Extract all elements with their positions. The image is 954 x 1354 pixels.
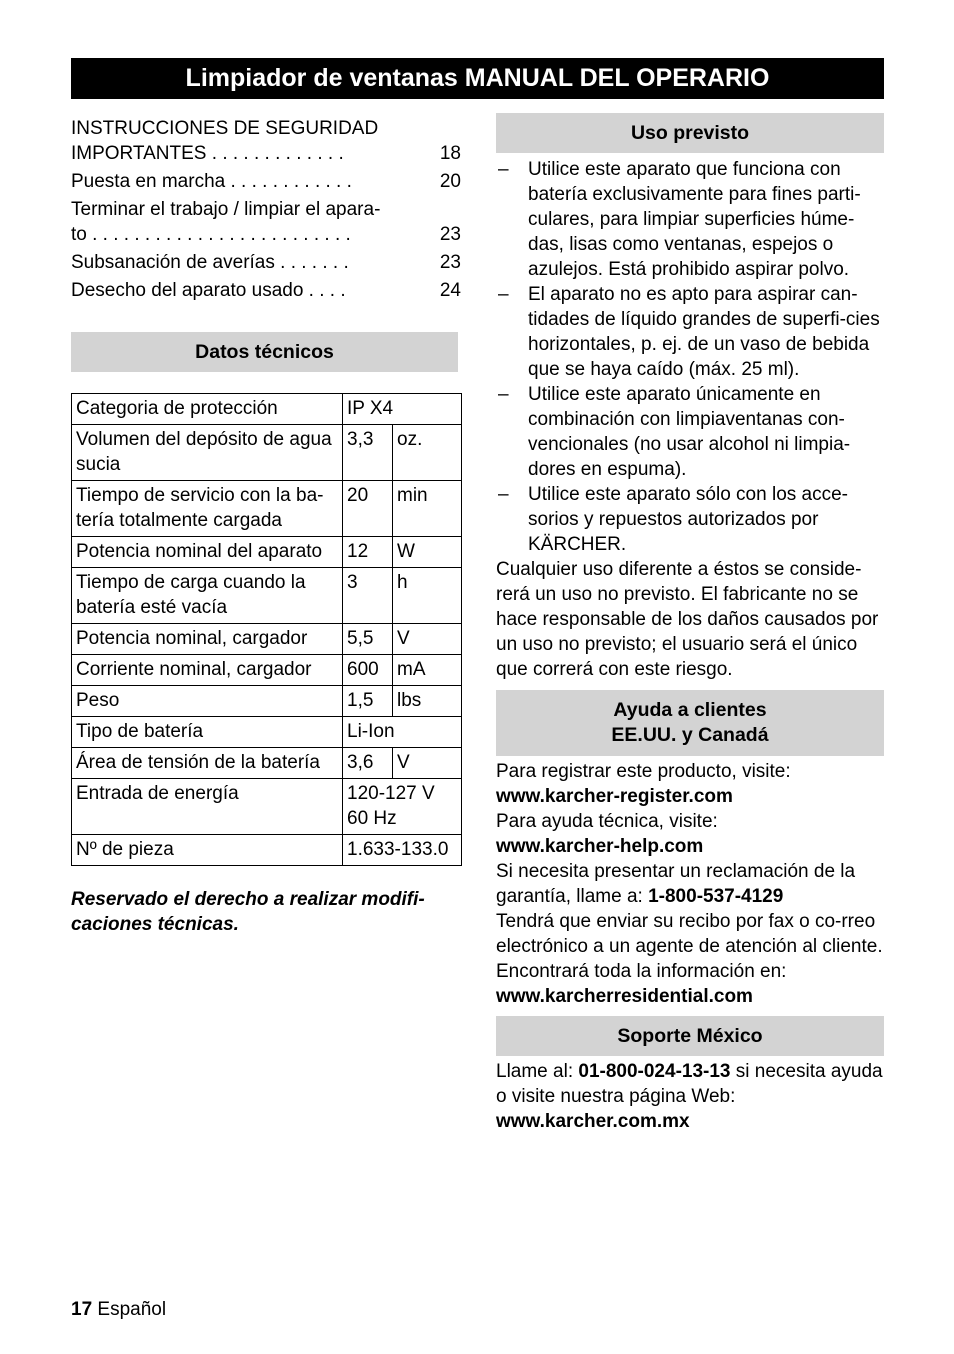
ayuda-body [496,759,884,1009]
mexico-body [496,1059,884,1134]
table-row [72,481,462,537]
toc-item[interactable] [71,197,461,247]
toc-page: 20 [439,171,461,192]
footer-language: Español [97,1299,167,1320]
spec-value: 1,5 [343,686,393,717]
claim-text: Si necesita presentar un reclamación de la garantía, llame a: [496,861,856,907]
spec-label: Tipo de batería [72,717,343,748]
toc-text: to . . . . . . . . . . . . . . . . . . . . . . . . . [71,224,351,245]
toc-text: Puesta en marcha . . . . . . . . . . . . [71,171,352,192]
section-heading-ayuda [496,690,884,756]
mexico-phone[interactable]: 01-800-024-13-13 [578,1061,731,1082]
spec-value: 3 [343,568,393,624]
toc-text: Desecho del aparato usado . . . . [71,280,346,301]
spec-unit: min [393,481,462,537]
spec-unit: h [393,568,462,624]
table-row [72,537,462,568]
section-heading-uso: Uso previsto [496,113,884,153]
register-link[interactable]: www.karcher-register.com [496,786,733,807]
spec-label: Potencia nominal, cargador [72,624,343,655]
mexico-link[interactable]: www.karcher.com.mx [496,1111,690,1132]
table-row [72,655,462,686]
residential-link[interactable]: www.karcherresidential.com [496,986,753,1007]
spec-label: Área de tensión de la batería [72,748,343,779]
toc-text: INSTRUCCIONES DE SEGURIDAD [71,118,379,139]
tech-note: Reservado el derecho a realizar modifi-caciones técnicas. [71,889,425,935]
table-of-contents [71,116,461,303]
toc-page: 23 [439,224,461,245]
toc-item[interactable] [71,250,461,275]
table-row [72,568,462,624]
uso-list [496,157,884,557]
spec-value: 12 [343,537,393,568]
spec-value: 120-127 V 60 Hz [343,779,462,835]
list-item: – El aparato no es apto para aspirar can-tidades de líquido grandes de superfi-cies horizontales, p. ej. de un vaso de bebida que se haya caído (máx. 25 ml). [496,282,884,382]
toc-page: 18 [439,143,461,164]
register-text: Para registrar este producto, visite: [496,761,791,782]
toc-item[interactable] [71,278,461,303]
list-item: – Utilice este aparato sólo con los acce-sorios y repuestos autorizados por KÄRCHER. [496,482,884,557]
page-number: 17 [71,1299,93,1320]
spec-unit: lbs [393,686,462,717]
spec-value: 20 [343,481,393,537]
spec-value: 1.633-133.0 [343,835,462,866]
spec-label: Corriente nominal, cargador [72,655,343,686]
table-row [72,835,462,866]
toc-text: Subsanación de averías . . . . . . . [71,252,349,273]
table-row [72,394,462,425]
spec-unit: V [393,624,462,655]
fax-text: Tendrá que enviar su recibo por fax o co-rreo electrónico a un agente de atención al cliente. Encontrará toda la información en: [496,911,883,982]
call-text: Llame al: [496,1061,579,1082]
page-footer [71,1297,166,1322]
spec-value: 3,6 [343,748,393,779]
spec-unit: W [393,537,462,568]
table-row [72,779,462,835]
spec-unit: V [393,748,462,779]
table-row [72,717,462,748]
spec-label: Nº de pieza [72,835,343,866]
spec-value: 5,5 [343,624,393,655]
spec-unit: mA [393,655,462,686]
claim-paragraph [496,859,884,909]
page-title: Limpiador de ventanas MANUAL DEL OPERARIO [71,58,884,99]
right-column [496,113,884,1134]
toc-item[interactable] [71,169,461,194]
uso-paragraph: Cualquier uso diferente a éstos se conside-rerá un uso no previsto. El fabricante no se hace responsable de los daños causados por un uso no previsto; el usuario será el único que correrá con este riesgo. [496,559,879,680]
help-text: Para ayuda técnica, visite: [496,811,718,832]
spec-value: 600 [343,655,393,686]
toc-text: Terminar el trabajo / limpiar el apara- [71,199,381,220]
table-row [72,686,462,717]
help-link[interactable]: www.karcher-help.com [496,836,704,857]
spec-label: Peso [72,686,343,717]
table-row [72,425,462,481]
section-heading-tech: Datos técnicos [71,332,458,372]
spec-label: Tiempo de carga cuando la batería esté vacía [72,568,343,624]
table-row [72,624,462,655]
heading-line: EE.UU. y Canadá [611,724,769,746]
spec-label: Categoria de protección [72,394,343,425]
section-heading-mexico: Soporte México [496,1016,884,1056]
spec-value: 3,3 [343,425,393,481]
spec-label: Volumen del depósito de agua sucia [72,425,343,481]
spec-label: Tiempo de servicio con la ba-tería totalmente cargada [72,481,343,537]
list-item: – Utilice este aparato únicamente en combinación con limpiaventanas con-vencionales (no usar alcohol ni limpia-dores en espuma). [496,382,884,482]
claim-phone[interactable]: 1-800-537-4129 [648,886,784,907]
toc-text: IMPORTANTES . . . . . . . . . . . . . [71,143,344,164]
spec-label: Entrada de energía [72,779,343,835]
toc-page: 23 [439,252,461,273]
mexico-paragraph [496,1059,884,1109]
toc-item[interactable] [71,116,461,166]
table-row [72,748,462,779]
spec-label: Potencia nominal del aparato [72,537,343,568]
spec-unit: oz. [393,425,462,481]
spec-value: Li-Ion [343,717,462,748]
list-item: – Utilice este aparato que funciona con batería exclusivamente para fines parti-culares, para limpiar superficies húme-das, lisas como ventanas, espejos o azulejos. Está prohibido aspirar polvo. [496,157,884,282]
left-column [71,116,461,937]
heading-line: Ayuda a clientes [613,699,767,721]
spec-value: IP X4 [343,394,462,425]
mexico-rest-text: si necesita ayuda o visite nuestra página Web: [496,1061,883,1107]
toc-page: 24 [439,280,461,301]
tech-specs-table [71,393,462,866]
